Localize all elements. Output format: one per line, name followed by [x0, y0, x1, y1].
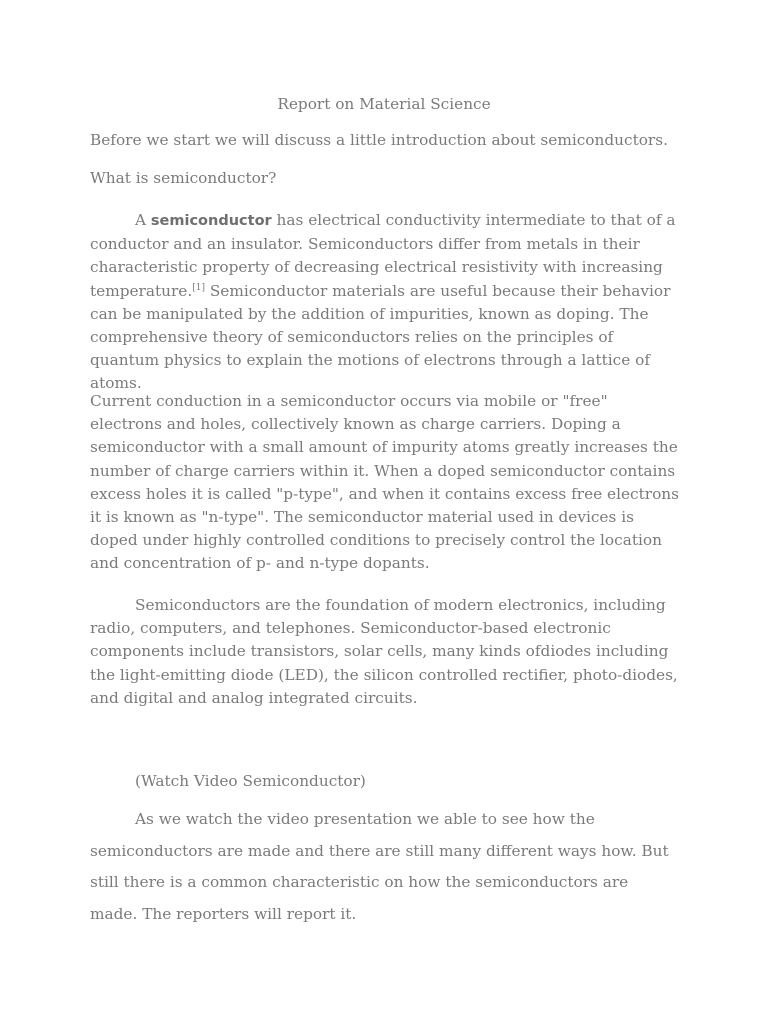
citation-reference[interactable]: [1]	[192, 282, 205, 293]
definition-lead: A	[135, 211, 151, 229]
applications-paragraph: Semiconductors are the foundation of modern electronics, including radio, computers, and telephones. Semiconductor-based electronic components include transistors, solar cells, many kinds ofdiodes including the light-emitting diode (LED), the silicon controlled rectifier, photo-diodes, and digital and analog integrated circuits.	[90, 596, 678, 707]
intro-line: Before we start we will discuss a little introduction about semiconductors.	[90, 131, 668, 149]
definition-text-2: Semiconductor materials are useful because their behavior can be manipulated by the addition of impurities, known as doping. The comprehensive theory of semiconductors relies on the principles of quantum physics to explain the motions of electrons through a lattice of atoms.	[90, 281, 671, 393]
definition-paragraph	[90, 209, 680, 396]
question-line: What is semiconductor?	[90, 169, 277, 187]
video-note: (Watch Video Semiconductor)	[135, 772, 366, 790]
video-summary-paragraph: As we watch the video presentation we able to see how the semiconductors are made and there are still many different ways how. But still there is a common characteristic on how the semiconductors are made. The reporters will report it.	[90, 810, 669, 923]
definition-text-1: has electrical conductivity intermediate to that of a conductor and an insulator. Semiconductors differ from metals in their characteristic property of decreasing electrical resistivity with increasing temperature.	[90, 211, 676, 300]
defined-term: semiconductor	[150, 213, 272, 229]
conduction-paragraph: Current conduction in a semiconductor occurs via mobile or "free" electrons and holes, collectively known as charge carriers. Doping a semiconductor with a small amount of impurity atoms greatly increases the number of charge carriers within it. When a doped semiconductor contains excess holes it is called "p-type", and when it contains excess free electrons it is known as "n-type". The semiconductor material used in devices is doped under highly controlled conditions to precisely control the location and concentration of p- and n-type dopants.	[90, 392, 679, 573]
document-title: Report on Material Science	[277, 95, 491, 113]
